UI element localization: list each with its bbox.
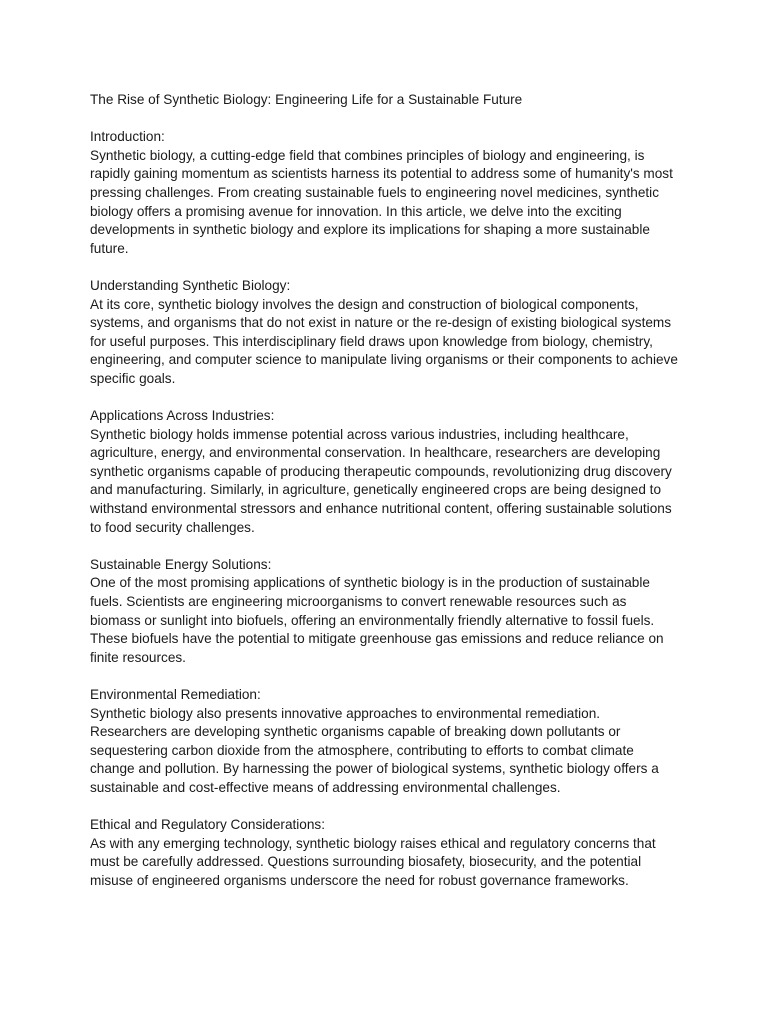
section-remediation: [90, 686, 680, 798]
section-body: One of the most promising applications of synthetic biology is in the production of sustainable fuels. Scientists are engineering microorganisms to convert renewable resources such as biomass or sunlight into biofuels, offering an environmentally friendly alternative to fossil fuels. These biofuels have the potential to mitigate greenhouse gas emissions and reduce reliance on finite resources.: [90, 575, 664, 665]
section-body: As with any emerging technology, synthetic biology raises ethical and regulatory concerns that must be carefully addressed. Questions surrounding biosafety, biosecurity, and the potential misuse of engineered organisms underscore the need for robust governance frameworks.: [90, 835, 656, 888]
section-body: Synthetic biology, a cutting-edge field that combines principles of biology and engineering, is rapidly gaining momentum as scientists harness its potential to address some of humanity's most pressing challenges. From creating sustainable fuels to engineering novel medicines, synthetic biology offers a promising avenue for innovation. In this article, we delve into the exciting developments in synthetic biology and explore its implications for shaping a more sustainable future.: [90, 147, 673, 256]
section-introduction: [90, 128, 680, 258]
section-heading: Ethical and Regulatory Considerations:: [90, 817, 326, 833]
section-energy: [90, 556, 680, 668]
section-heading: Sustainable Energy Solutions:: [90, 556, 272, 572]
section-body: Synthetic biology holds immense potential across various industries, including healthcare, agriculture, energy, and environmental conservation. In healthcare, researchers are developing synthetic organisms capable of producing therapeutic compounds, revolutionizing drug discovery and manufacturing. Similarly, in agriculture, genetically engineered crops are being designed to withstand environmental stressors and enhance nutritional content, offering sustainable solutions to food security challenges.: [90, 426, 672, 535]
section-heading: Introduction:: [90, 129, 165, 145]
document-content: [90, 91, 680, 909]
section-heading: Understanding Synthetic Biology:: [90, 277, 291, 293]
section-applications: [90, 407, 680, 537]
section-understanding: [90, 277, 680, 389]
section-heading: Environmental Remediation:: [90, 687, 261, 702]
section-heading: Applications Across Industries:: [90, 408, 275, 424]
document-title: The Rise of Synthetic Biology: Engineering Life for a Sustainable Future: [90, 92, 523, 107]
section-ethics: [90, 816, 680, 890]
section-body: Synthetic biology also presents innovative approaches to environmental remediation. Researchers are developing synthetic organisms capable of breaking down pollutants or sequestering carbon dioxide from the atmosphere, contributing to efforts to combat climate change and pollution. By harnessing the power of biological systems, synthetic biology offers a sustainable and cost-effective means of addressing environmental challenges.: [90, 705, 659, 795]
section-body: At its core, synthetic biology involves the design and construction of biological components, systems, and organisms that do not exist in nature or the re-design of existing biological systems for useful purposes. This interdisciplinary field draws upon knowledge from biology, chemistry, engineering, and computer science to manipulate living organisms or their components to achieve specific goals.: [90, 296, 678, 386]
